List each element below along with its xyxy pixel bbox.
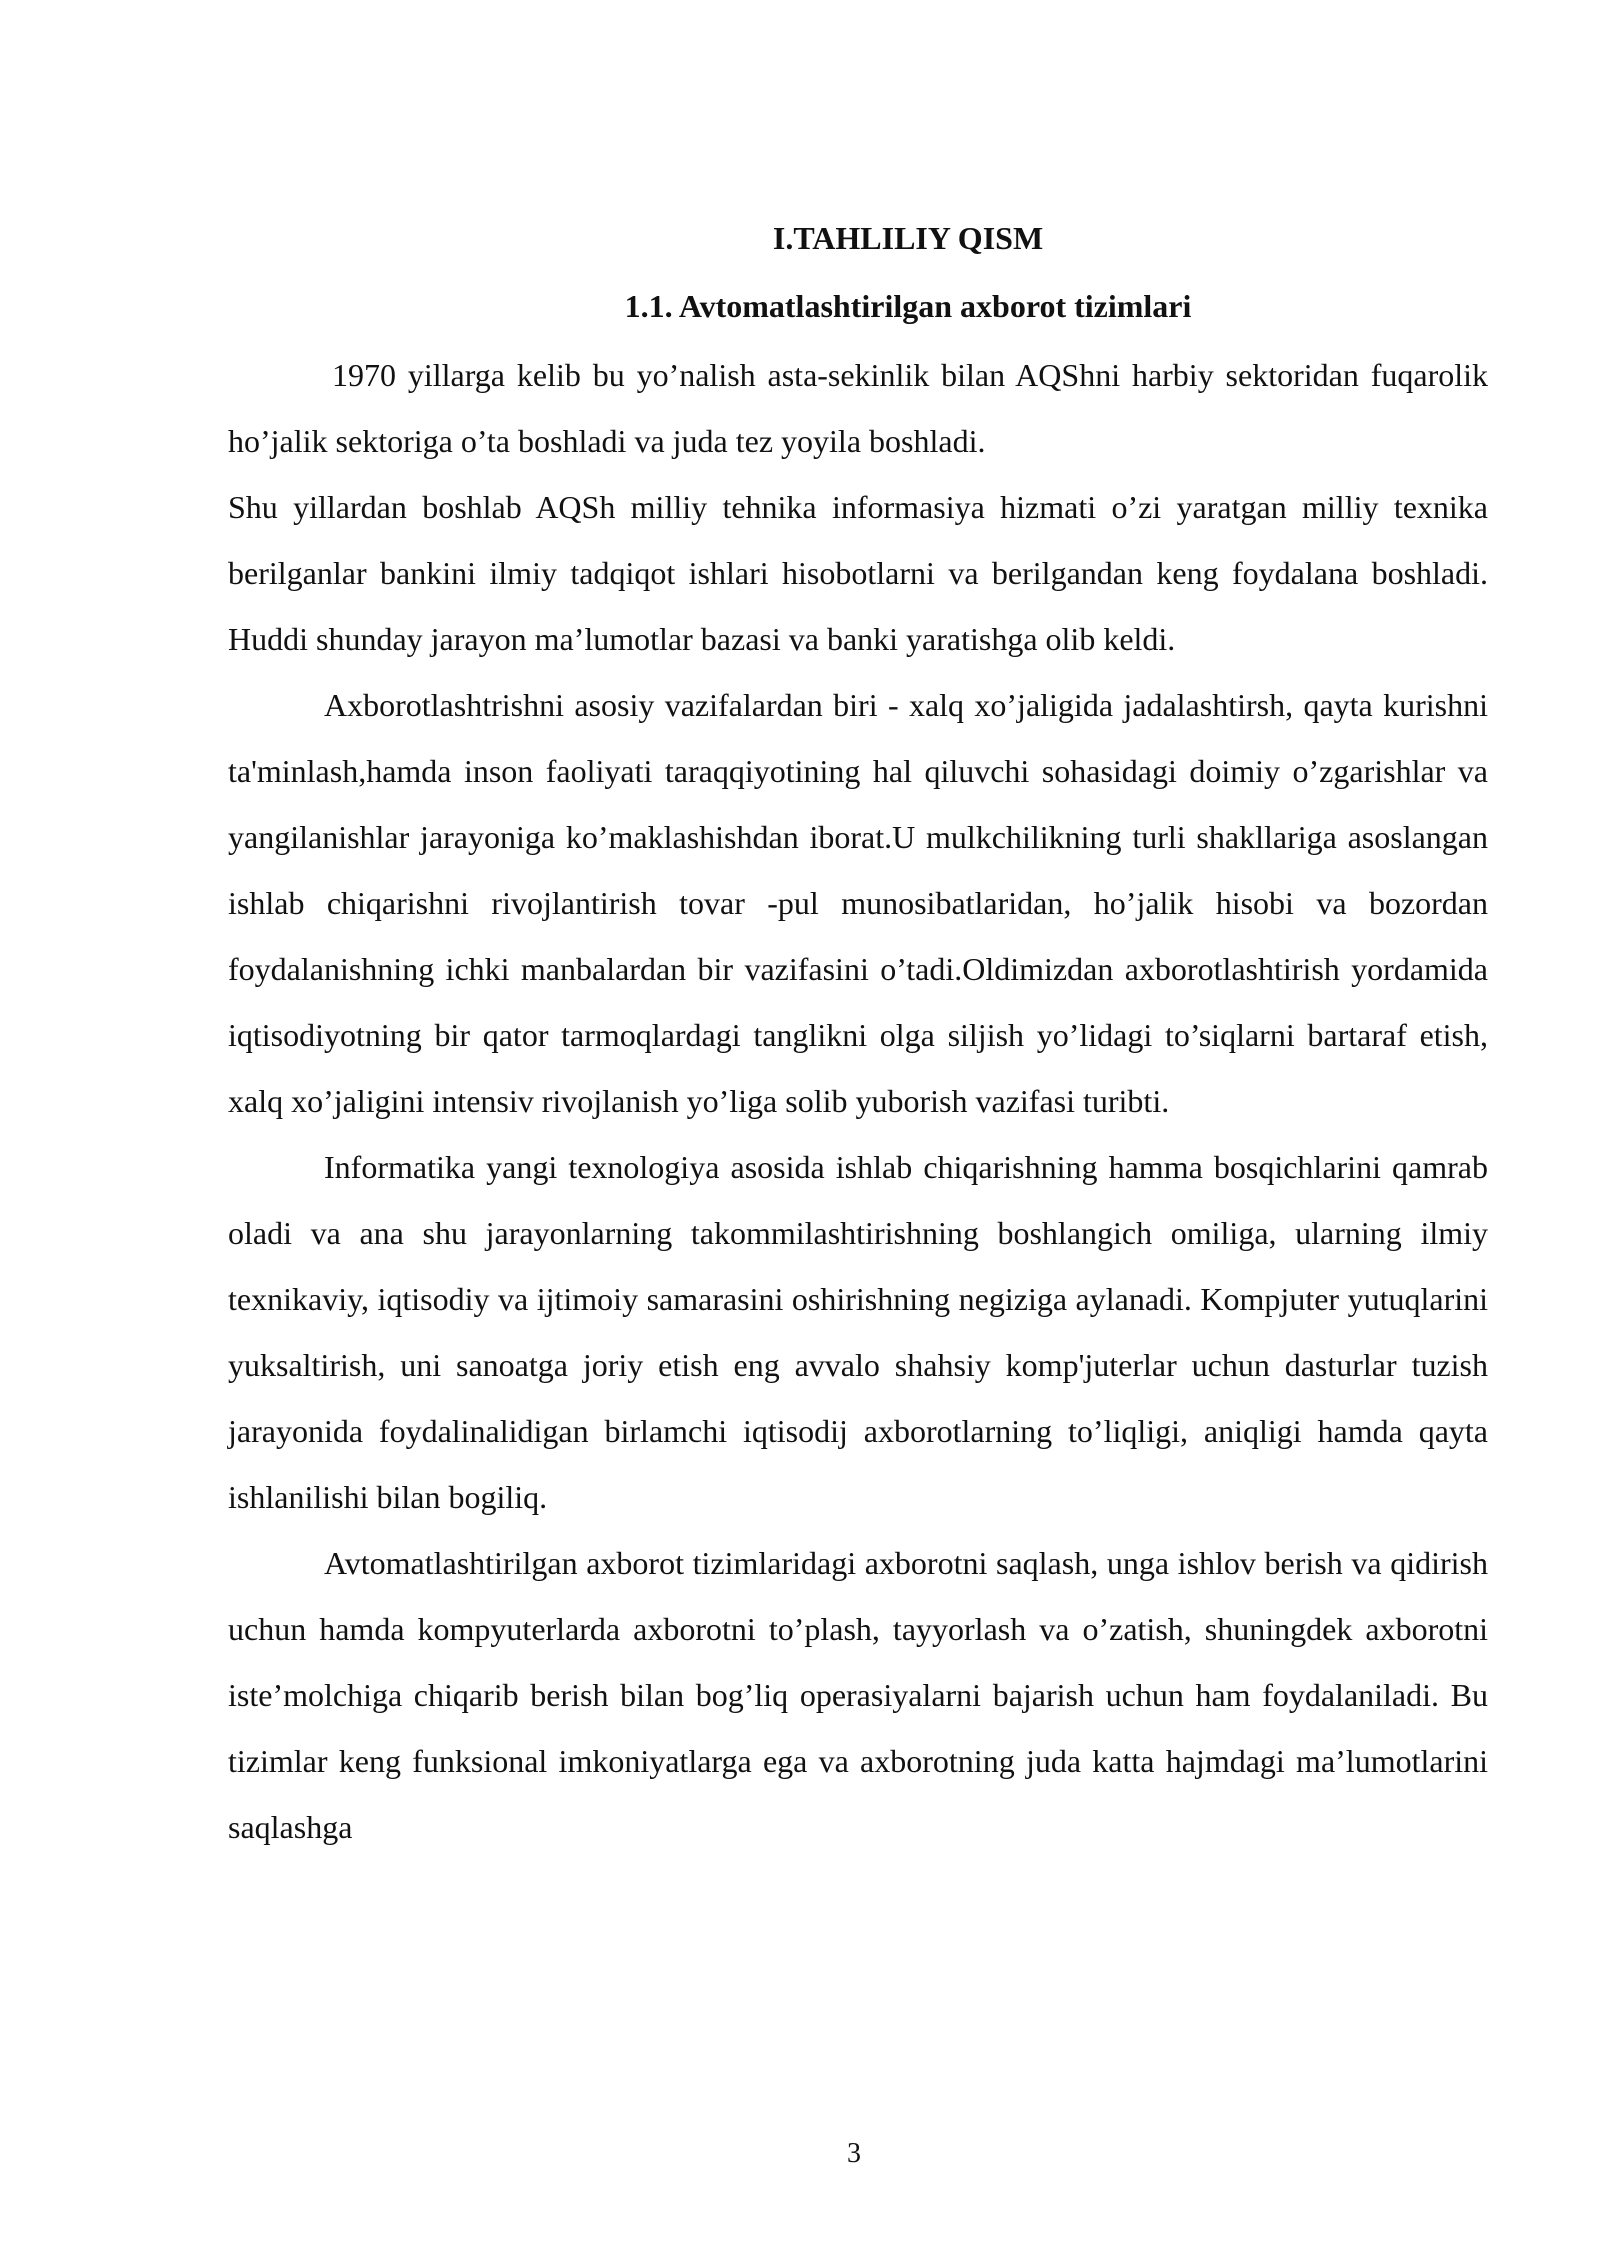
page-number: 3 bbox=[847, 2138, 861, 2169]
paragraph-4: Informatika yangi texnologiya asosida ishlab chiqarishning hamma bosqichlarini qamrab oladi va ana shu jarayonlarning takommilashtirishning boshlangich omiliga, ularning ilmiy texnikaviy, iqtisodiy va ijtimoiy samarasini oshirishning negiziga aylanadi. Kompjuter yutuqlarini yuksaltirish, uni sanoatga joriy etish eng avvalo shahsiy komp'juterlar uchun dasturlar tuzish jarayonida foydalinalidigan birlamchi iqtisodij axborotlarning to’liqligi, aniqligi hamda qayta ishlanilishi bilan bogiliq. bbox=[228, 1149, 1488, 1515]
paragraph-5: Avtomatlashtirilgan axborot tizimlaridagi axborotni saqlash, unga ishlov berish va qidirish uchun hamda kompyuterlarda axborotni to’plash, tayyorlash va o’zatish, shuningdek axborotni iste’molchiga chiqarib berish bilan bog’liq operasiyalarni bajarish uchun ham foydalaniladi. Bu tizimlar keng funksional imkoniyatlarga ega va axborotning juda katta hajmdagi ma’lumotlarini saqlashga bbox=[228, 1545, 1488, 1845]
paragraph-3: Axborotlashtrishni asosiy vazifalardan biri - xalq xo’jaligida jadalashtirsh, qayta kurishni ta'minlash,hamda inson faoliyati taraqqiyotining hal qiluvchi sohasidagi doimiy o’zgarishlar va yangilanishlar jarayoniga ko’maklashishdan iborat.U mulkchilikning turli shakllariga asoslangan ishlab chiqarishni rivojlantirish tovar -pul munosibatlaridan, ho’jalik hisobi va bozordan foydalanishning ichki manbalardan bir vazifasini o’tadi.Oldimizdan axborotlashtirish yordamida iqtisodiyotning bir qator tarmoqlardagi tanglikni olga siljish yo’lidagi to’siqlarni bartaraf etish, xalq xo’jaligini intensiv rivojlanish yo’liga solib yuborish vazifasi turibti. bbox=[228, 687, 1488, 1119]
subsection-title: 1.1. Avtomatlashtirilgan axborot tizimlari bbox=[624, 288, 1192, 324]
paragraph-2: Shu yillardan boshlab AQSh milliy tehnika informasiya hizmati o’zi yaratgan milliy texnika berilganlar bankini ilmiy tadqiqot ishlari hisobotlarni va berilgandan keng foydalana boshladi. Huddi shunday jarayon ma’lumotlar bazasi va banki yaratishga olib keldi. bbox=[228, 489, 1488, 657]
paragraph-1: 1970 yillarga kelib bu yo’nalish asta-sekinlik bilan AQShni harbiy sektoridan fuqarolik ho’jalik sektoriga o’ta boshladi va juda tez yoyila boshladi. bbox=[228, 357, 1488, 459]
body-text bbox=[228, 342, 1488, 1860]
section-title: I.TAHLILIY QISM bbox=[772, 220, 1044, 256]
